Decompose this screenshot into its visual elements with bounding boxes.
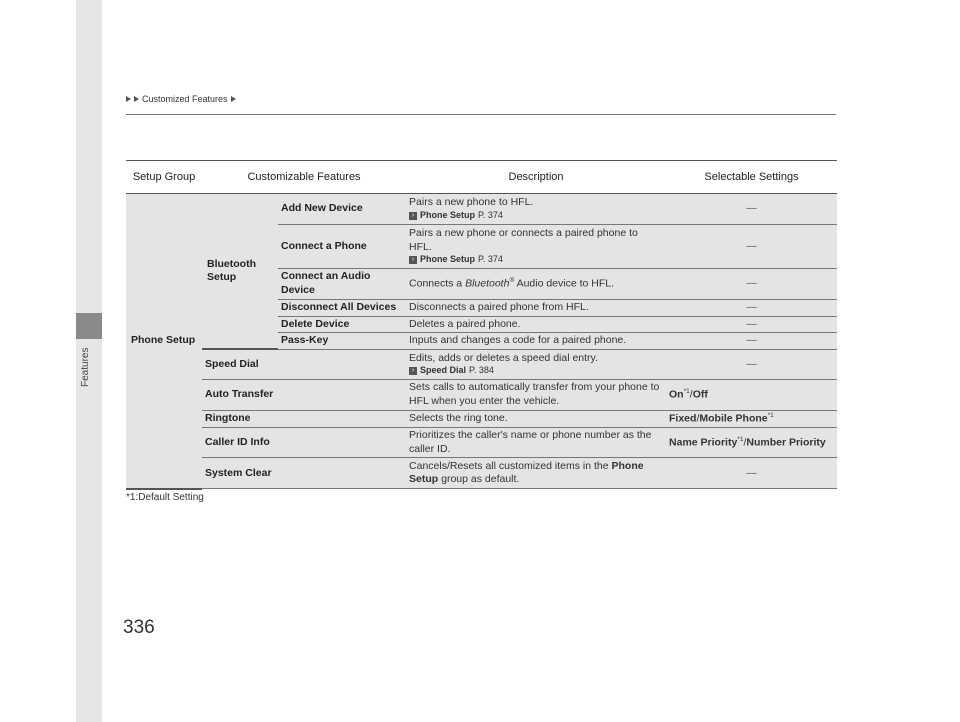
table-row bbox=[126, 428, 837, 458]
group-phone-setup: Phone Setup bbox=[126, 194, 202, 489]
registered-mark: ® bbox=[509, 276, 515, 284]
feature-description: Selects the ring tone. bbox=[406, 410, 666, 427]
feature-name: Caller ID Info bbox=[202, 428, 406, 458]
reference-arrow-icon: › bbox=[409, 212, 417, 220]
column-header-setup-group: Setup Group bbox=[126, 161, 202, 194]
reference-label: Phone Setup bbox=[420, 209, 476, 220]
feature-name: Disconnect All Devices bbox=[278, 300, 406, 317]
default-note: *1 bbox=[737, 435, 744, 443]
reference-page: P. 384 bbox=[469, 365, 494, 376]
description-text: Connects a bbox=[409, 277, 466, 290]
feature-setting: — bbox=[666, 458, 837, 489]
default-note: *1 bbox=[683, 387, 690, 395]
column-header-features: Customizable Features bbox=[202, 161, 406, 194]
reference-label: Phone Setup bbox=[420, 254, 476, 265]
description-emphasis: Phone Setup bbox=[409, 459, 644, 486]
feature-description: Sets calls to automatically transfer from your phone to HFL when you enter the vehicle. bbox=[406, 379, 666, 410]
feature-setting bbox=[666, 428, 837, 458]
description-text: group as default. bbox=[438, 473, 520, 486]
feature-description: Inputs and changes a code for a paired phone. bbox=[406, 333, 666, 350]
breadcrumb-arrow-icon bbox=[134, 96, 139, 102]
feature-name: Ringtone bbox=[202, 410, 406, 427]
reference-page: P. 374 bbox=[478, 209, 503, 220]
feature-setting: — bbox=[666, 349, 837, 379]
setting-option: Mobile Phone bbox=[699, 412, 768, 425]
side-tab-label: Features bbox=[80, 347, 91, 387]
table-row bbox=[126, 458, 837, 489]
reference-arrow-icon: › bbox=[409, 256, 417, 264]
setting-separator: / bbox=[743, 436, 747, 449]
table-row bbox=[126, 379, 837, 410]
feature-description bbox=[406, 458, 666, 489]
table-row bbox=[126, 349, 837, 379]
page-reference[interactable] bbox=[409, 210, 663, 222]
feature-setting bbox=[666, 410, 837, 427]
breadcrumb-item[interactable]: Customized Features bbox=[142, 94, 228, 104]
footnote: *1:Default Setting bbox=[126, 492, 204, 503]
page-reference[interactable] bbox=[409, 365, 663, 377]
feature-name: Connect a Phone bbox=[278, 225, 406, 269]
setting-option: Off bbox=[692, 388, 708, 401]
feature-setting bbox=[666, 379, 837, 410]
feature-name: Auto Transfer bbox=[202, 379, 406, 410]
breadcrumb-arrow-icon bbox=[231, 96, 236, 102]
description-text: Cancels/Resets all customized items in the bbox=[409, 459, 612, 472]
description-text: Audio device to HFL. bbox=[514, 277, 615, 290]
breadcrumb-arrow-icon bbox=[126, 96, 131, 102]
header-divider bbox=[126, 114, 836, 115]
feature-setting: — bbox=[666, 194, 837, 225]
feature-name: Delete Device bbox=[278, 316, 406, 333]
setting-option: On bbox=[669, 388, 684, 401]
feature-description: Deletes a paired phone. bbox=[406, 316, 666, 333]
feature-setting: — bbox=[666, 269, 837, 300]
description-text: Pairs a new phone or connects a paired phone to HFL. bbox=[409, 227, 638, 253]
setting-separator: / bbox=[696, 412, 700, 425]
reference-label: Speed Dial bbox=[420, 365, 467, 376]
page-reference[interactable] bbox=[409, 254, 663, 266]
description-brand: Bluetooth bbox=[465, 277, 510, 290]
customized-features-table bbox=[126, 160, 837, 490]
table-row bbox=[126, 410, 837, 427]
table-row bbox=[126, 194, 837, 225]
setting-option: Number Priority bbox=[746, 436, 826, 449]
feature-name: System Clear bbox=[202, 458, 406, 489]
feature-description bbox=[406, 269, 666, 300]
feature-description: Disconnects a paired phone from HFL. bbox=[406, 300, 666, 317]
feature-setting: — bbox=[666, 333, 837, 350]
default-note: *1 bbox=[767, 411, 774, 419]
column-header-settings: Selectable Settings bbox=[666, 161, 837, 194]
page-number: 336 bbox=[123, 617, 155, 638]
description-text: Pairs a new phone to HFL. bbox=[409, 196, 534, 209]
feature-name: Connect an Audio Device bbox=[278, 269, 406, 300]
feature-setting: — bbox=[666, 300, 837, 317]
feature-name: Add New Device bbox=[278, 194, 406, 225]
feature-name: Pass-Key bbox=[278, 333, 406, 350]
subgroup-bluetooth-setup: Bluetooth Setup bbox=[202, 194, 278, 350]
column-header-description: Description bbox=[406, 161, 666, 194]
setting-option: Name Priority bbox=[669, 436, 738, 449]
feature-description bbox=[406, 194, 666, 225]
side-tab-marker bbox=[76, 313, 102, 339]
feature-description bbox=[406, 225, 666, 269]
feature-name: Speed Dial bbox=[202, 349, 406, 379]
setting-separator: / bbox=[689, 388, 693, 401]
reference-arrow-icon: › bbox=[409, 367, 417, 375]
feature-description bbox=[406, 349, 666, 379]
feature-setting: — bbox=[666, 316, 837, 333]
reference-page: P. 374 bbox=[478, 254, 503, 265]
setting-option: Fixed bbox=[669, 412, 697, 425]
breadcrumb bbox=[126, 94, 236, 104]
feature-setting: — bbox=[666, 225, 837, 269]
feature-description: Prioritizes the caller's name or phone number as the caller ID. bbox=[406, 428, 666, 458]
description-text: Edits, adds or deletes a speed dial entry. bbox=[409, 351, 598, 364]
